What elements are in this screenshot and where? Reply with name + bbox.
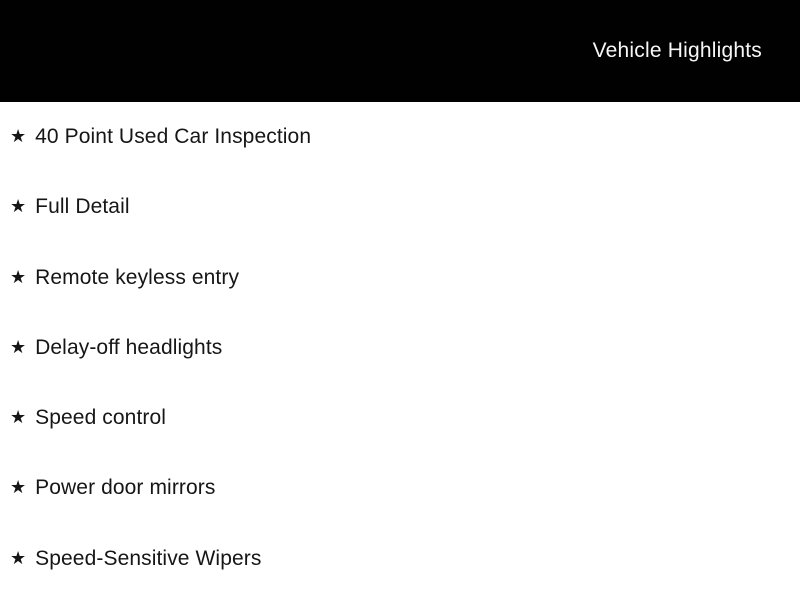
highlight-item [0, 102, 800, 172]
highlight-item [0, 524, 800, 594]
highlight-label: Full Detail [35, 195, 130, 219]
highlight-item [0, 313, 800, 383]
highlights-list [0, 102, 800, 600]
page-title: Vehicle Highlights [592, 39, 762, 62]
star-icon: ★ [10, 266, 27, 287]
header-bar [0, 0, 800, 102]
highlight-item [0, 453, 800, 523]
highlight-label: Delay-off headlights [35, 335, 223, 359]
highlight-item [0, 243, 800, 313]
star-icon: ★ [10, 336, 27, 357]
star-icon: ★ [10, 407, 27, 428]
star-icon: ★ [10, 477, 27, 498]
highlight-label: Power door mirrors [35, 476, 216, 500]
star-icon: ★ [10, 126, 27, 147]
highlight-label: 40 Point Used Car Inspection [35, 125, 312, 149]
highlight-item [0, 172, 800, 242]
highlight-label: Speed-Sensitive Wipers [35, 546, 262, 570]
star-icon: ★ [10, 196, 27, 217]
highlight-item [0, 383, 800, 453]
star-icon: ★ [10, 547, 27, 568]
highlight-label: Speed control [35, 406, 167, 430]
highlight-label: Remote keyless entry [35, 265, 240, 289]
